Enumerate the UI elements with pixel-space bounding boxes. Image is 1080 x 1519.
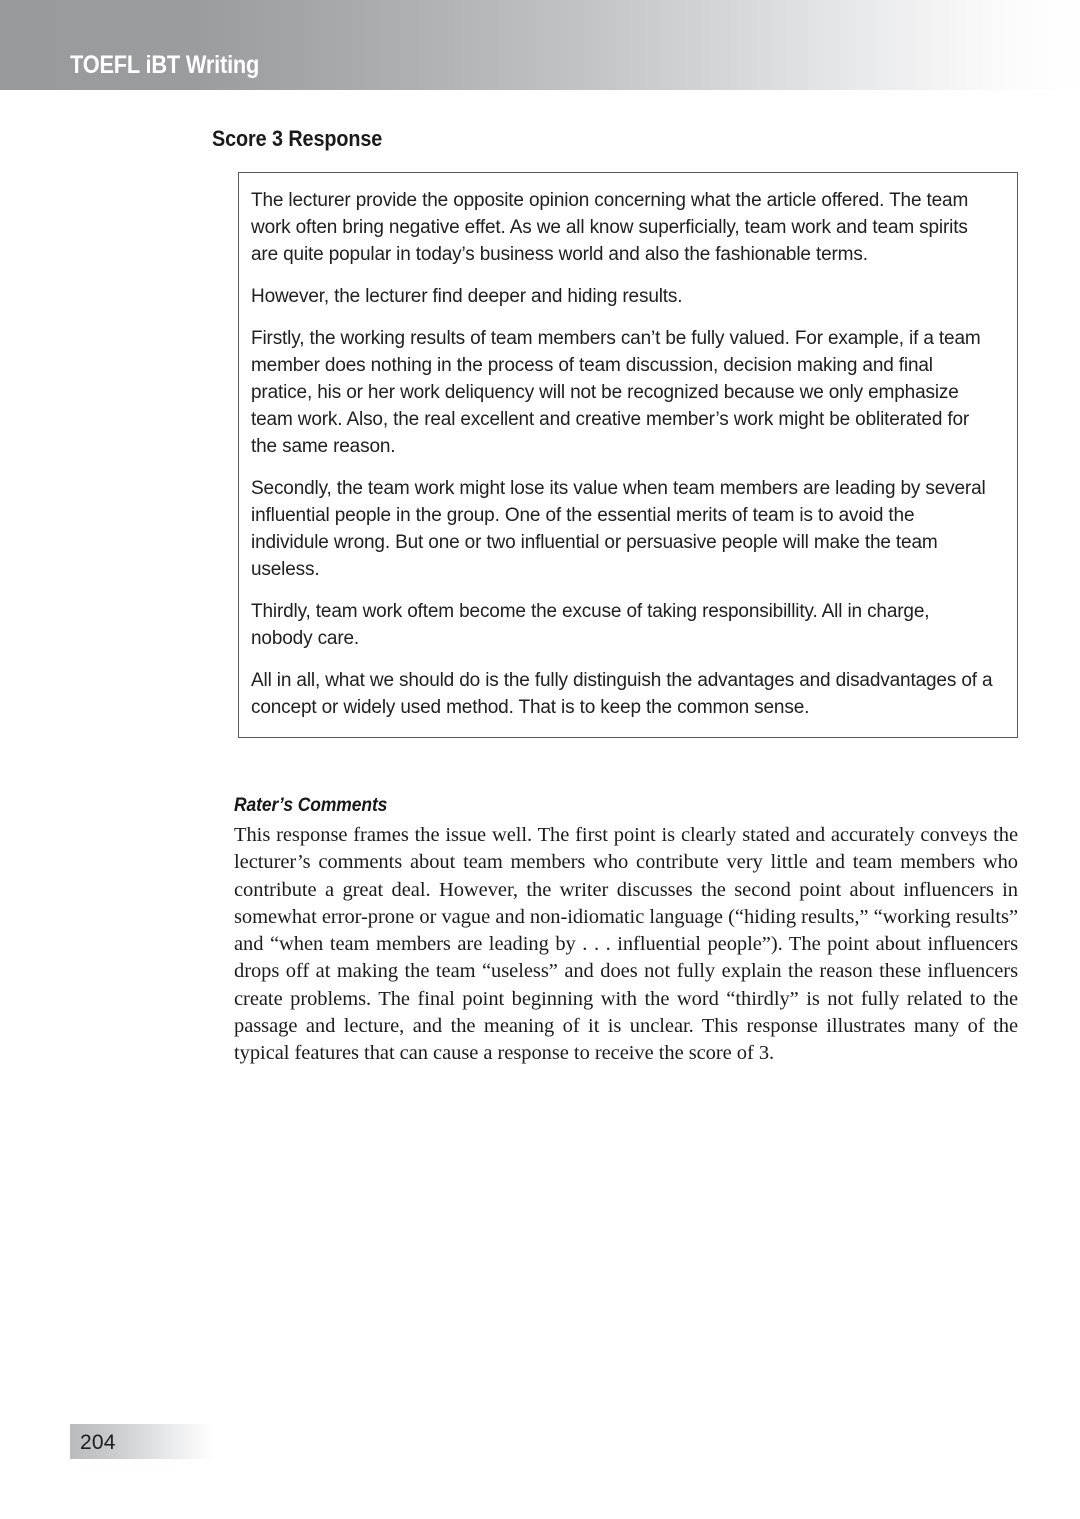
page-number-bar xyxy=(70,1424,215,1459)
response-paragraph: The lecturer provide the opposite opinion concerning what the article offered. The team work often bring negative effet. As we all know superficially, team work and team spirits are quite popular in today’s business world and also the fashionable terms. xyxy=(251,190,969,265)
page-title: Score 3 Response xyxy=(212,126,383,151)
response-paragraph: However, the lecturer find deeper and hiding results. xyxy=(251,286,683,307)
student-response-box xyxy=(238,172,1018,738)
raters-comments-section xyxy=(234,795,1018,1068)
raters-comments-body: This response frames the issue well. The first point is clearly stated and accurately conveys the lecturer’s comments about team members who contribute very little and team members who contribute a great deal. However, the writer discusses the second point about influencers in somewhat error-prone or vague and non-idiomatic language (“hiding results,” “working results” and “when team members are leading by . . . influential people”). The point about influencers drops off at making the team “useless” and does not fully explain the reason these influencers create problems. The final point beginning with the word “thirdly” is not fully related to the passage and lecture, and the meaning of it is unclear. This response illustrates many of the typical features that can cause a response to receive the score of 3. xyxy=(234,824,1018,1065)
raters-comments-heading: Rater’s Comments xyxy=(234,795,388,816)
response-paragraph: All in all, what we should do is the fully distinguish the advantages and disadvantages of a concept or widely used method. That is to keep the common sense. xyxy=(251,670,993,718)
response-paragraph: Firstly, the working results of team members can’t be fully valued. For example, if a team member does nothing in the process of team discussion, decision making and final pratice, his or her work deliquency will not be recognized because we only emphasize team work. Also, the real excellent and creative member’s work might be obliterated for the same reason. xyxy=(251,328,981,457)
running-header-title: TOEFL iBT Writing xyxy=(70,51,260,79)
response-paragraph: Thirdly, team work oftem become the excuse of taking responsibillity. All in charge, nobody care. xyxy=(251,601,930,649)
page-number: 204 xyxy=(80,1431,116,1454)
page-header-bar xyxy=(0,0,1080,90)
response-paragraph: Secondly, the team work might lose its value when team members are leading by several influential people in the group. One of the essential merits of team is to avoid the individule wrong. But one or two influential or persuasive people will make the team useless. xyxy=(251,478,986,580)
